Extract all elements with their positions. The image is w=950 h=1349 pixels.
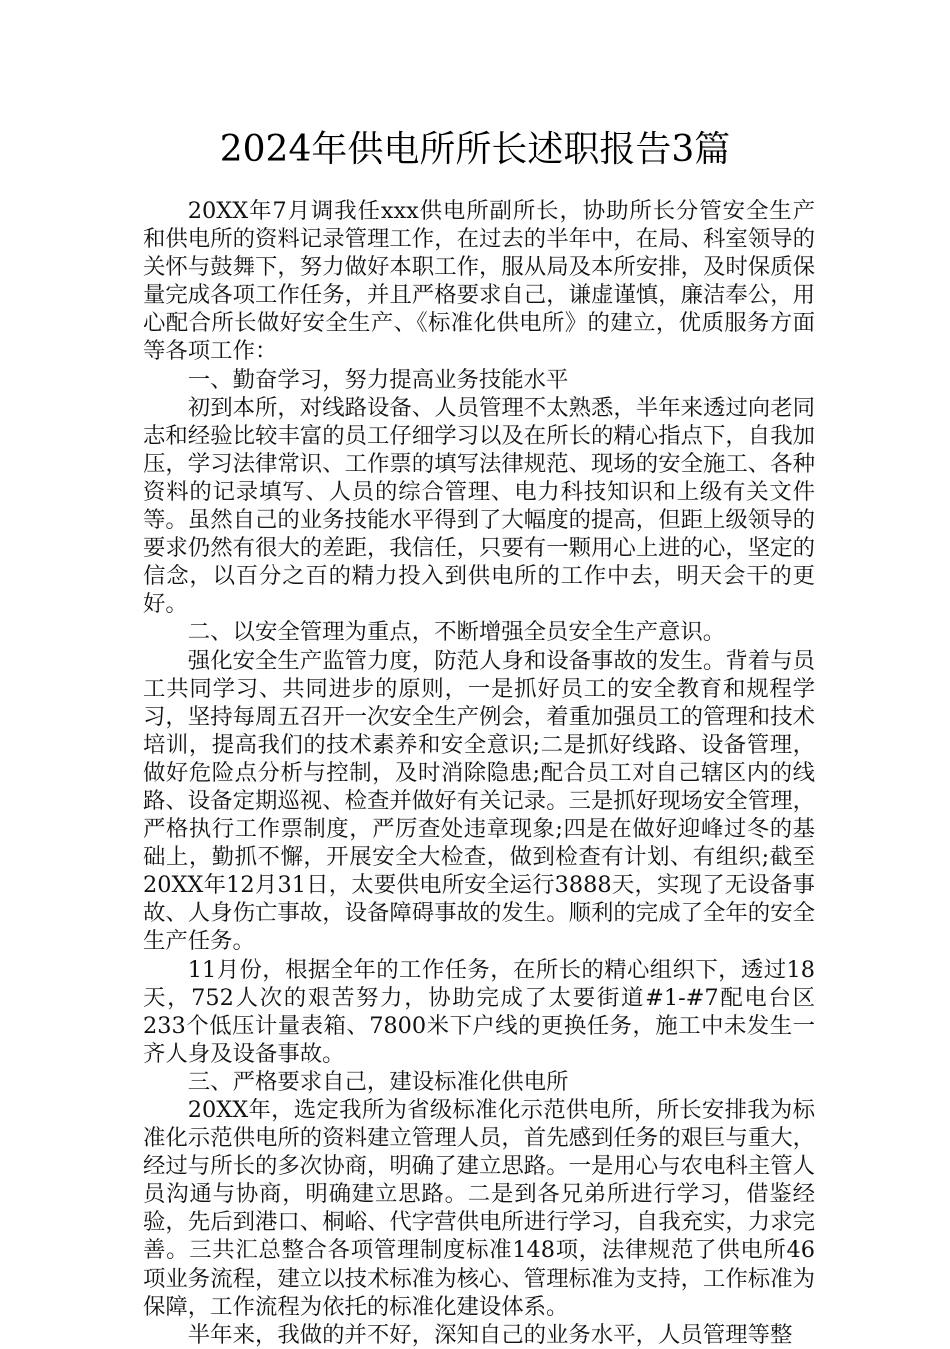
document-body — [143, 197, 815, 1349]
section-heading-1: 一、勤奋学习，努力提高业务技能水平 — [187, 366, 569, 393]
document-title: 2024年供电所所长述职报告3篇 — [219, 129, 731, 170]
section-heading-3: 三、严格要求自己，建设标准化供电所 — [187, 1068, 569, 1095]
paragraph-safety: 强化安全生产监管力度，防范人身和设备事故的发生。背着与员工共同学习、共同进步的原则，一是抓好员工的安全教育和规程学习，坚持每周五召开一次安全生产例会，着重加强员工的管理和技术培训，提高我们的技术素养和安全意识;二是抓好线路、设备管理，做好危险点分析与控制，及时消除隐患;配合员工对自己辖区内的线路、设备定期巡视、检查并做好有关记录。三是抓好现场安全管理，严格执行工作票制度，严厉查处违章现象;四是在做好迎峰过冬的基础上，勤抓不懈，开展安全大检查，做到检查有计划、有组织;截至20XX年12月31日，太要供电所安全运行3888天，实现了无设备事故、人身伤亡事故，设备障碍事故的发生。顺利的完成了全年的安全生产任务。 — [143, 647, 815, 955]
paragraph-study: 初到本所，对线路设备、人员管理不太熟悉，半年来透过向老同志和经验比较丰富的员工仔细学习以及在所长的精心指点下，自我加压，学习法律常识、工作票的填写法律规范、现场的安全施工、各种资料的记录填写、人员的综合管理、电力科技知识和上级有关文件等。虽然自己的业务技能水平得到了大幅度的提高，但距上级领导的要求仍然有很大的差距，我信任，只要有一颗用心上进的心，坚定的信念，以百分之百的精力投入到供电所的工作中去，明天会干的更好。 — [143, 394, 815, 618]
paragraph-standardization: 20XX年，选定我所为省级标准化示范供电所，所长安排我为标准化示范供电所的资料建立管理人员，首先感到任务的艰巨与重大，经过与所长的多次协商，明确了建立思路。一是用心与农电科主管人员沟通与协商，明确建立思路。二是到各兄弟所进行学习，借鉴经验，先后到港口、桐峪、代字营供电所进行学习，自我充实，力求完善。三共汇总整合各项管理制度标准148项，法律规范了供电所46项业务流程，建立以技术标准为核心、管理标准为支持，工作标准为保障，工作流程为依托的标准化建设体系。 — [143, 1097, 815, 1320]
paragraph-intro: 20XX年7月调我任xxx供电所副所长，协助所长分管安全生产和供电所的资料记录管理工作，在过去的半年中，在局、科室领导的关怀与鼓舞下，努力做好本职工作，服从局及本所安排，及时保质保量完成各项工作任务，并且严格要求自己，谦虚谨慎，廉洁奉公，用心配合所长做好安全生产、《标准化供电所》的建立，优质服务方面等各项工作： — [143, 198, 815, 365]
paragraph-november: 11月份，根据全年的工作任务，在所长的精心组织下，透过18天，752人次的艰苦努力，协助完成了太要街道#1-#7配电台区233个低压计量表箱、7800米下户线的更换任务，施工中未发生一齐人身及设备事故。 — [143, 956, 815, 1067]
paragraph-conclusion: 半年来，我做的并不好，深知自己的业务水平，人员管理等整 — [187, 1321, 793, 1348]
section-heading-2: 二、以安全管理为重点，不断增强全员安全生产意识。 — [187, 619, 726, 646]
